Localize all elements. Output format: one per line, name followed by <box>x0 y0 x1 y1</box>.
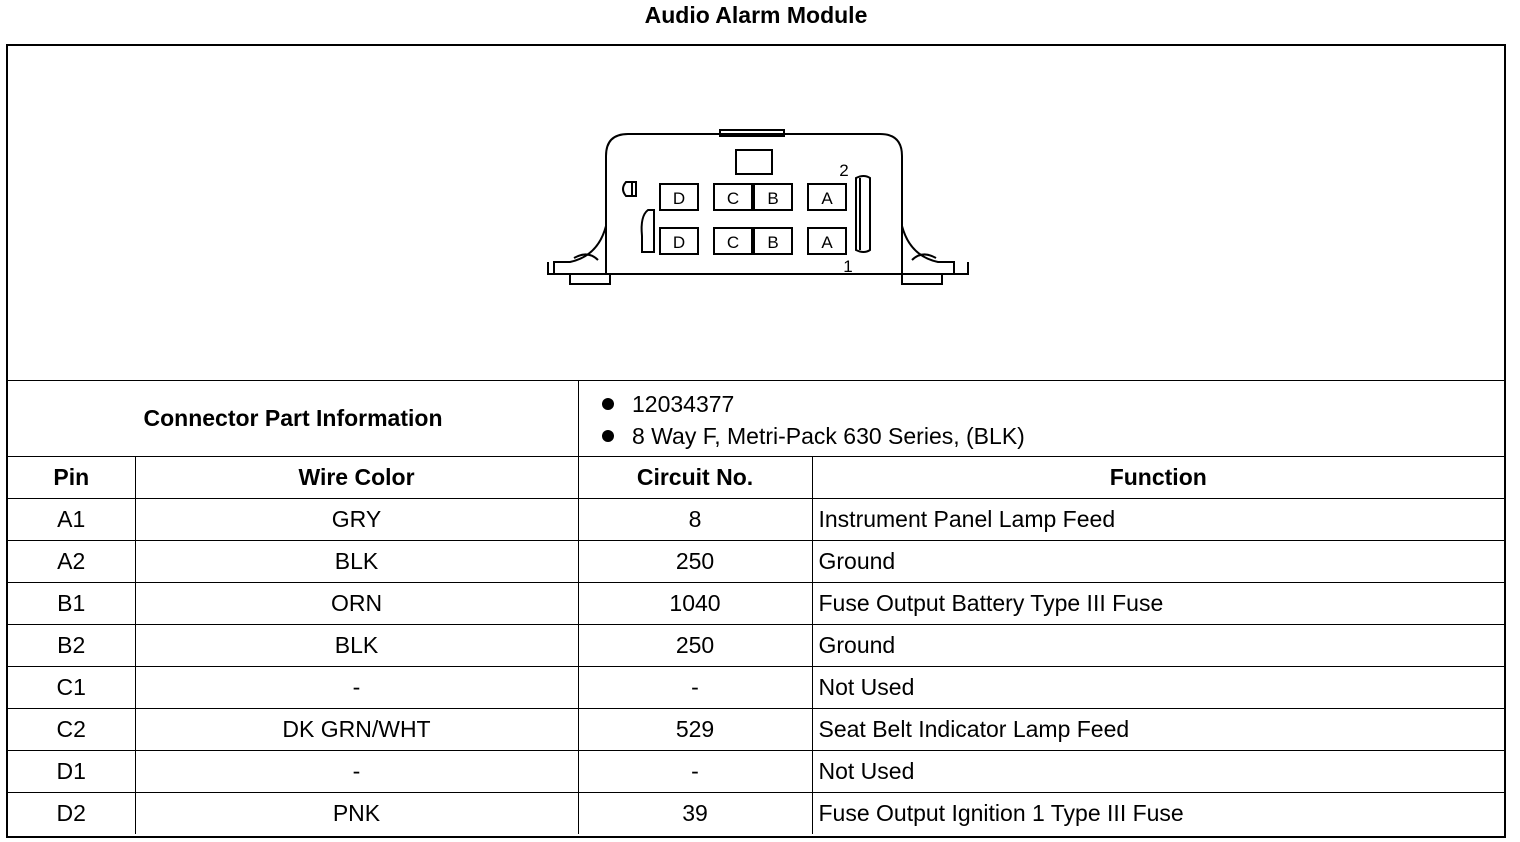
function-cell: Ground <box>812 625 1504 667</box>
list-item <box>602 420 1025 452</box>
circuit-cell: 529 <box>578 709 812 751</box>
wire-color-cell: - <box>135 751 578 793</box>
pinout-table <box>8 456 1504 834</box>
pin-cell: A1 <box>8 499 135 541</box>
table-row <box>8 751 1504 793</box>
list-item <box>602 388 1025 420</box>
circuit-cell: - <box>578 667 812 709</box>
circuit-cell: 1040 <box>578 583 812 625</box>
pin-cell: D1 <box>8 751 135 793</box>
cavity-label: B <box>767 189 779 208</box>
function-cell: Not Used <box>812 667 1504 709</box>
connector-sheet <box>6 44 1506 838</box>
circuit-cell: - <box>578 751 812 793</box>
wire-color-cell: - <box>135 667 578 709</box>
cavity-label: C <box>726 189 740 208</box>
table-row <box>8 709 1504 751</box>
connector-part-info <box>8 380 1504 457</box>
pin-cell: A2 <box>8 541 135 583</box>
cavity-label: C <box>726 233 740 252</box>
connector-diagram <box>8 46 1504 381</box>
row-number-bottom: 1 <box>843 257 853 276</box>
table-row <box>8 625 1504 667</box>
function-cell: Seat Belt Indicator Lamp Feed <box>812 709 1504 751</box>
pin-cell: B2 <box>8 625 135 667</box>
function-cell: Instrument Panel Lamp Feed <box>812 499 1504 541</box>
pin-cell: C2 <box>8 709 135 751</box>
cavity-row-bottom <box>660 228 846 254</box>
function-cell: Ground <box>812 541 1504 583</box>
pin-cell: D2 <box>8 793 135 835</box>
wire-color-cell: DK GRN/WHT <box>135 709 578 751</box>
pin-cell: B1 <box>8 583 135 625</box>
connector-info-list <box>602 388 1025 452</box>
circuit-cell: 8 <box>578 499 812 541</box>
cavity-label: B <box>767 233 779 252</box>
cavity-label: A <box>821 189 833 208</box>
part-number: 12034377 <box>632 391 735 417</box>
wire-color-cell: BLK <box>135 541 578 583</box>
connector-description: 8 Way F, Metri-Pack 630 Series, (BLK) <box>632 423 1025 449</box>
table-row <box>8 541 1504 583</box>
wire-color-cell: ORN <box>135 583 578 625</box>
cavity-label: A <box>821 233 833 252</box>
page-title: Audio Alarm Module <box>644 2 868 28</box>
wire-color-cell: BLK <box>135 625 578 667</box>
table-row <box>8 667 1504 709</box>
circuit-cell: 250 <box>578 625 812 667</box>
cavity-label: D <box>672 233 686 252</box>
table-header-row <box>8 457 1504 499</box>
connector-face-drawing <box>8 46 1504 380</box>
cavity-row-top <box>660 184 846 210</box>
column-header-pin: Pin <box>8 457 135 499</box>
table-row <box>8 583 1504 625</box>
function-cell: Fuse Output Ignition 1 Type III Fuse <box>812 793 1504 835</box>
function-cell: Fuse Output Battery Type III Fuse <box>812 583 1504 625</box>
circuit-cell: 39 <box>578 793 812 835</box>
function-cell: Not Used <box>812 751 1504 793</box>
wire-color-cell: PNK <box>135 793 578 835</box>
table-row <box>8 499 1504 541</box>
column-header-wire-color: Wire Color <box>135 457 578 499</box>
cavity-label: D <box>672 189 686 208</box>
bullet-icon <box>602 430 614 442</box>
wire-color-cell: GRY <box>135 499 578 541</box>
bullet-icon <box>602 398 614 410</box>
row-number-top: 2 <box>839 161 849 180</box>
column-header-function: Function <box>812 457 1504 499</box>
circuit-cell: 250 <box>578 541 812 583</box>
column-header-circuit-no: Circuit No. <box>578 457 812 499</box>
connector-info-label: Connector Part Information <box>8 380 579 456</box>
pin-cell: C1 <box>8 667 135 709</box>
table-row <box>8 793 1504 835</box>
